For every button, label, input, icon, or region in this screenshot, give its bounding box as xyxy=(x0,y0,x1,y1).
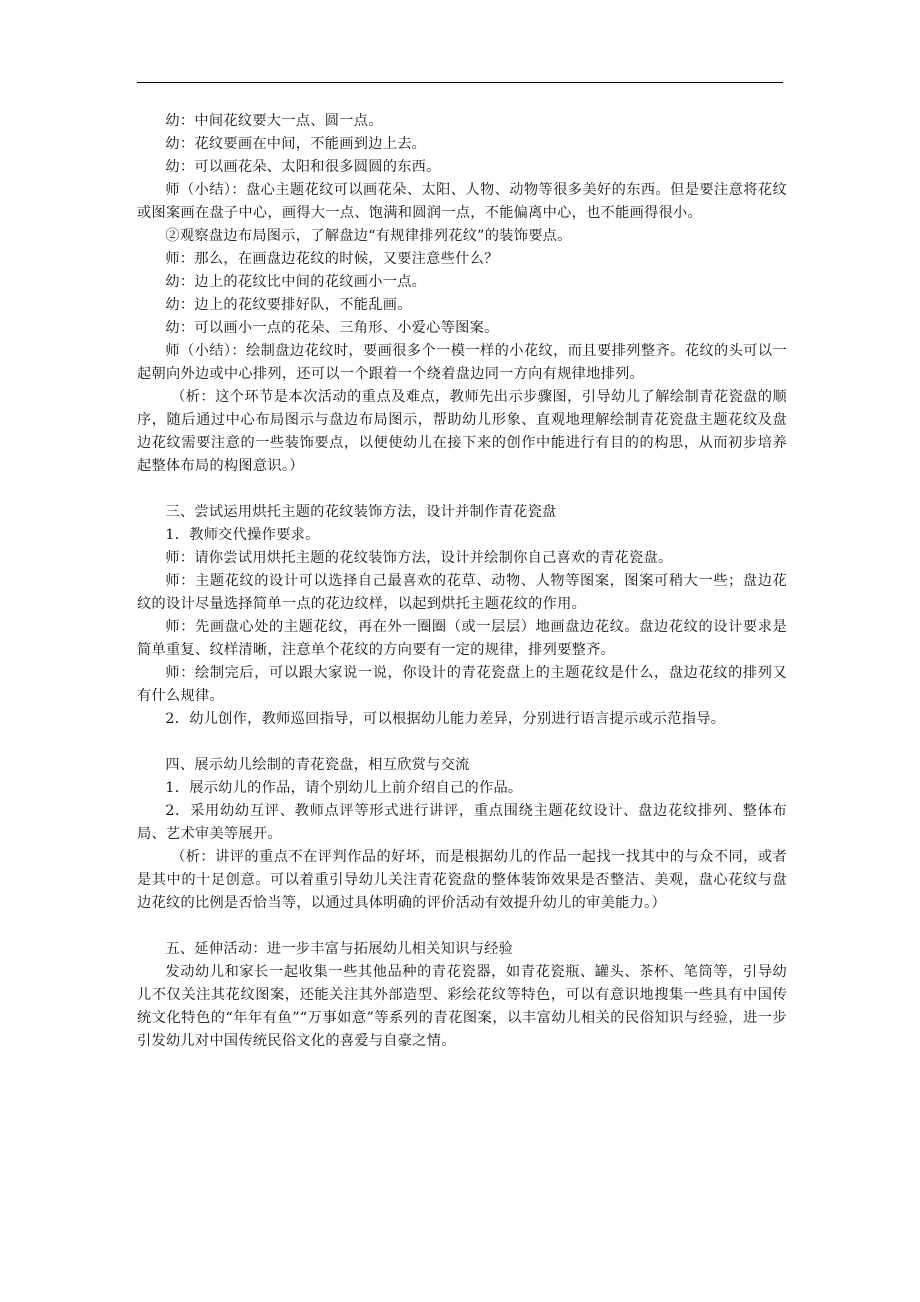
paragraph: 师：那么，在画盘边花纹的时候，又要注意些什么？ xyxy=(165,251,499,267)
paragraph: 幼：中间花纹要大一点、圆一点。 xyxy=(165,113,383,129)
paragraph: 发动幼儿和家长一起收集一些其他品种的青花瓷器，如青花瓷瓶、罐头、茶杯、笔筒等，引导幼儿不仅关注其花纹图案，还能关注其外部造型、彩绘花纹等特色，可以有意识地搜集一些具有中国传统文化特色的“年年有鱼”“万事如意”等系列的青花图案，以丰富幼儿相关的民俗知识与经验，进一步引发幼儿对中国传统民俗文化的喜爱与自豪之情。 xyxy=(137,964,787,1049)
paragraph: 师（小结）：盘心主题花纹可以画花朵、太阳、人物、动物等很多美好的东西。但是要注意将花纹或图案画在盘子中心，画得大一点、饱满和圆润一点，不能偏离中心，也不能画得很小。 xyxy=(137,182,787,221)
paragraph: 2．幼儿创作，教师巡回指导，可以根据幼儿能力差异，分别进行语言提示或示范指导。 xyxy=(165,711,726,727)
analysis-note: （析：这个环节是本次活动的重点及难点，教师先出示步骤图，引导幼儿了解绘制青花瓷盘的顺序，随后通过中心布局图示与盘边布局图示，帮助幼儿形象、直观地理解绘制青花瓷盘主题花纹及盘边花纹需要注意的一些装饰要点，以便使幼儿在接下来的创作中能进行有目的的构思，从而初步培养起整体布局的构图意识。） xyxy=(137,389,787,474)
paragraph: 师：请你尝试用烘托主题的花纹装饰方法，设计并绘制你自己喜欢的青花瓷盘。 xyxy=(165,550,673,566)
paragraph: 幼：边上的花纹要排好队，不能乱画。 xyxy=(165,297,412,313)
paragraph: 师：先画盘心处的主题花纹，再在外一圈圈（或一层层）地画盘边花纹。盘边花纹的设计要求是简单重复、纹样清晰，注意单个花纹的方向要有一定的规律，排列要整齐。 xyxy=(137,619,787,658)
paragraph: 幼：可以画小一点的花朵、三角形、小爱心等图案。 xyxy=(165,320,499,336)
section-heading: 三、尝试运用烘托主题的花纹装饰方法，设计并制作青花瓷盘 xyxy=(165,504,557,520)
paragraph: 2．采用幼幼互评、教师点评等形式进行讲评，重点围绕主题花纹设计、盘边花纹排列、整体布局、艺术审美等展开。 xyxy=(137,803,787,842)
paragraph: 幼：可以画花朵、太阳和很多圆圆的东西。 xyxy=(165,159,441,175)
paragraph: 师：绘制完后，可以跟大家说一说，你设计的青花瓷盘上的主题花纹是什么，盘边花纹的排列又有什么规律。 xyxy=(137,665,787,704)
section-gap xyxy=(137,731,787,754)
paragraph: 幼：花纹要画在中间，不能画到边上去。 xyxy=(165,136,427,152)
paragraph: 1．教师交代操作要求。 xyxy=(165,527,320,543)
paragraph: 1．展示幼儿的作品，请个别幼儿上前介绍自己的作品。 xyxy=(165,780,523,796)
section-gap xyxy=(137,478,787,501)
paragraph: 师：主题花纹的设计可以选择自己最喜欢的花草、动物、人物等图案，图案可稍大一些；盘边花纹的设计尽量选择简单一点的花边纹样，以起到烘托主题花纹的作用。 xyxy=(137,573,787,612)
document-body xyxy=(137,110,787,1053)
analysis-note: （析：讲评的重点不在评判作品的好坏，而是根据幼儿的作品一起找一找其中的与众不同，或者是其中的十足创意。可以着重引导幼儿关注青花瓷盘的整体装饰效果是否整洁、美观，盘心花纹与盘边花纹的比例是否恰当等，以通过具体明确的评价活动有效提升幼儿的审美能力。） xyxy=(137,849,787,911)
section-heading: 五、延伸活动：进一步丰富与拓展幼儿相关知识与经验 xyxy=(165,941,514,957)
section-gap xyxy=(137,915,787,938)
paragraph: 师（小结）：绘制盘边花纹时，要画很多个一模一样的小花纹，而且要排列整齐。花纹的头可以一起朝向外边或中心排列，还可以一个跟着一个绕着盘边同一方向有规律地排列。 xyxy=(137,343,787,382)
header-rule xyxy=(137,82,783,83)
paragraph: ②观察盘边布局图示，了解盘边“有规律排列花纹”的装饰要点。 xyxy=(165,228,572,244)
section-heading: 四、展示幼儿绘制的青花瓷盘，相互欣赏与交流 xyxy=(165,757,470,773)
paragraph: 幼：边上的花纹比中间的花纹画小一点。 xyxy=(165,274,427,290)
